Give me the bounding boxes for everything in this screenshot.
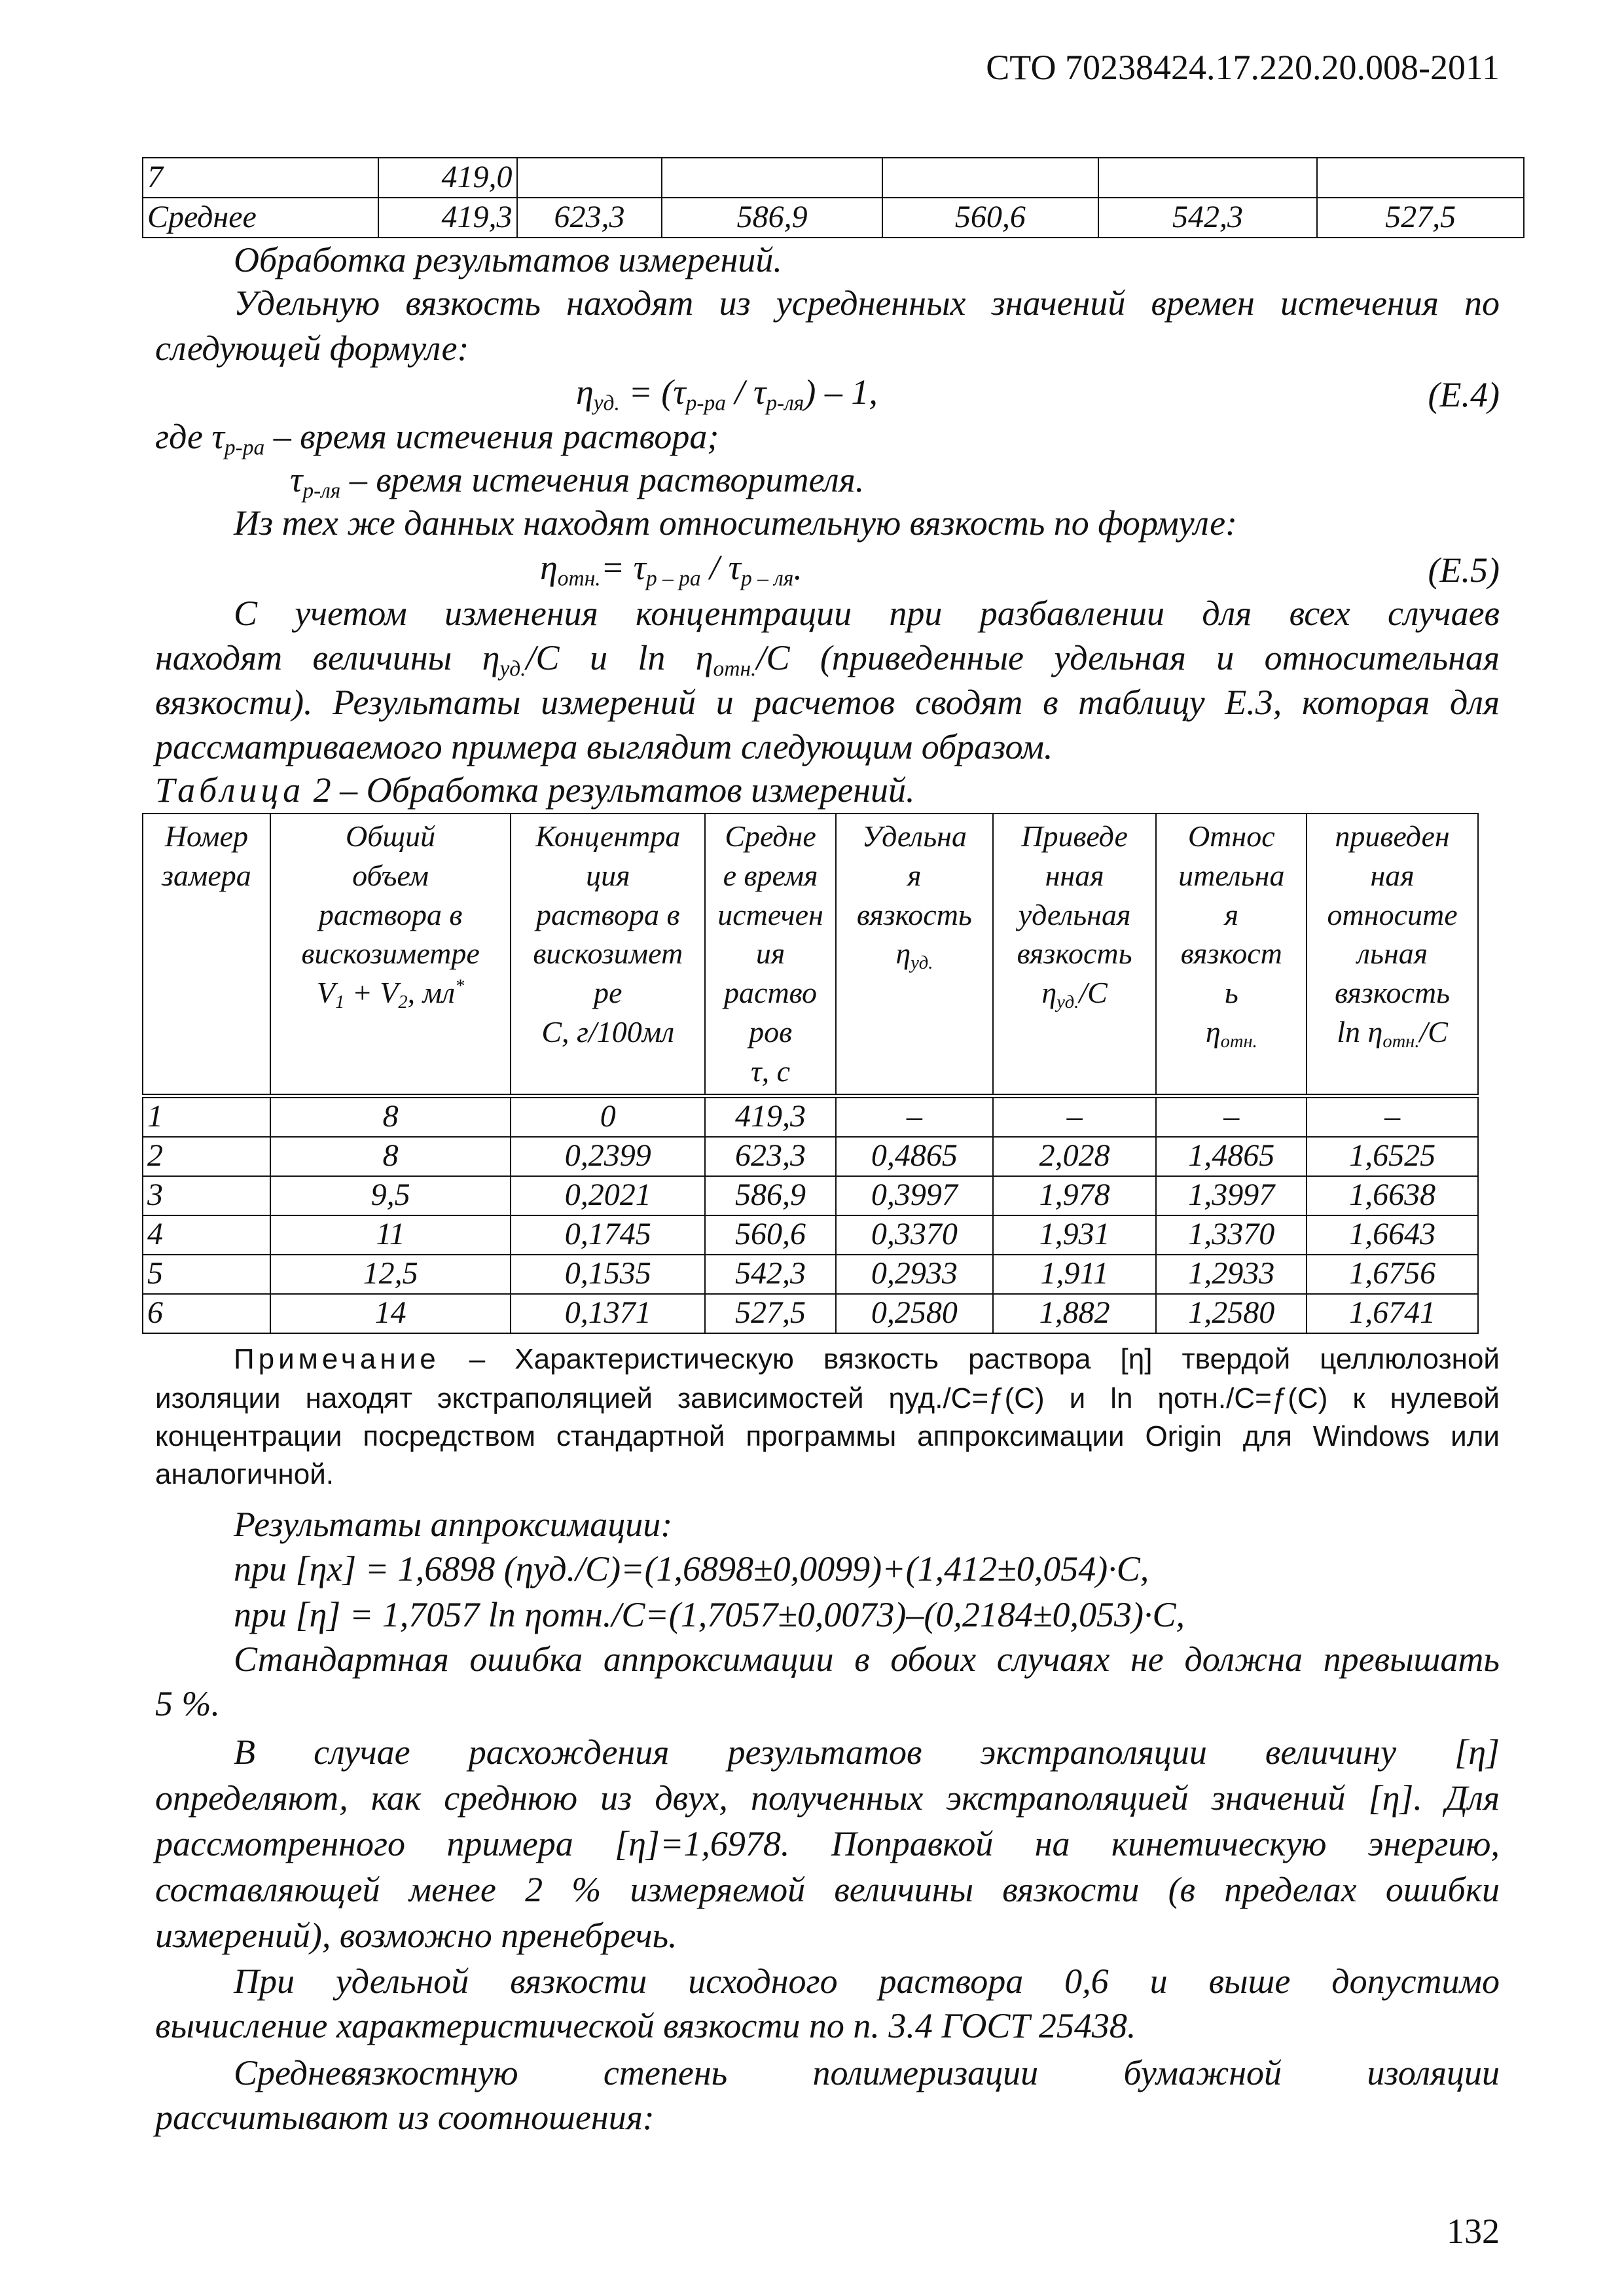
paragraph: вязкости). Результаты измерений и расчетов сводят в таблицу Е.3, которая для (155, 683, 1500, 722)
column-header: Относ ительна я вязкост ь $\eta_{отн.}$ (1156, 814, 1307, 1096)
legend-text: время истечения растворителя. (376, 460, 865, 499)
paragraph: вычисление характеристической вязкости по п. 3.4 ГОСТ 25438. (155, 2006, 1136, 2045)
paragraph: составляющей менее 2 % измеряемой величины вязкости (в пределах ошибки (155, 1870, 1500, 1909)
table-cell: 1,2580 (1156, 1294, 1307, 1333)
table-cell: 8 (270, 1137, 511, 1176)
paragraph: Стандартная ошибка аппроксимации в обоих случаях не должна превышать (234, 1640, 1500, 1679)
table-cell: 2 (143, 1137, 270, 1176)
results-table (142, 813, 1479, 1334)
table-cell: 0,4865 (836, 1137, 993, 1176)
table-row (143, 1255, 1478, 1294)
table-cell: 11 (270, 1215, 511, 1255)
table-cell: 0,2580 (836, 1294, 993, 1333)
table-cell: 623,3 (705, 1137, 836, 1176)
table-cell: – (1307, 1096, 1478, 1137)
table-cell: – (836, 1096, 993, 1137)
table-cell: 527,5 (705, 1294, 836, 1333)
table-cell: 419,3 (378, 198, 517, 238)
table-cell: 0,1535 (511, 1255, 705, 1294)
column-header: Номер замера (143, 814, 270, 1096)
note-label: Примечание (234, 1343, 440, 1375)
paragraph: находят величины $\eta_{уд.}/C$ и $\ln \eta_{отн.}/C$ (приведенные удельная и относительная (155, 638, 1500, 681)
table-cell: 1,6643 (1307, 1215, 1478, 1255)
approx-result: при [η] = 1,7057 ln ηотн./C=(1,7057±0,0073)–(0,2184±0,053)·C, (234, 1595, 1185, 1634)
table-cell: 8 (270, 1096, 511, 1137)
table-cell: 0,1371 (511, 1294, 705, 1333)
page-number: 132 (1447, 2212, 1500, 2251)
table-cell: 1,978 (993, 1176, 1157, 1215)
table-cell: 4 (143, 1215, 270, 1255)
table-cell: 1,4865 (1156, 1137, 1307, 1176)
paragraph: определяют, как среднюю из двух, полученных экстраполяцией значений [η]. Для (155, 1778, 1500, 1818)
paragraph: следующей формуле: (155, 329, 469, 368)
table-cell (882, 158, 1098, 198)
table-cell: Среднее (143, 198, 378, 238)
processing-heading: Обработка результатов измерений. (234, 240, 782, 279)
table-header-row (143, 814, 1478, 1096)
note-text: концентрации посредством стандартной программы аппроксимации Origin для Windows или (155, 1420, 1500, 1452)
table-row (143, 1215, 1478, 1255)
table-cell: 0,2933 (836, 1255, 993, 1294)
table-cell: 3 (143, 1176, 270, 1215)
table-cell: 1,3370 (1156, 1215, 1307, 1255)
table-cell: 7 (143, 158, 378, 198)
measurements-table-continuation (142, 157, 1525, 238)
formula-e5: $\eta_{отн.}= \tau_{р - ра} / \tau_{р - ля}$. (540, 548, 803, 591)
paragraph: измерений), возможно пренебречь. (155, 1916, 677, 1955)
paragraph: рассматриваемого примера выглядит следующим образом. (155, 727, 1053, 766)
paragraph: С учетом изменения концентрации при разбавлении для всех случаев (234, 594, 1500, 633)
table-cell: 623,3 (517, 198, 662, 238)
table-cell: 0,3997 (836, 1176, 993, 1215)
paragraph: При удельной вязкости исходного раствора 0,6 и выше допустимо (234, 1962, 1500, 2001)
table-cell: 586,9 (705, 1176, 836, 1215)
table-cell (517, 158, 662, 198)
paragraph: Из тех же данных находят относительную вязкость по формуле: (234, 503, 1238, 543)
table-cell: 560,6 (882, 198, 1098, 238)
column-header: Удельна я вязкость $\eta_{уд.}$ (836, 814, 993, 1096)
paragraph: рассмотренного примера [η]=1,6978. Поправкой на кинетическую энергию, (155, 1824, 1500, 1863)
table-cell: 1 (143, 1096, 270, 1137)
table-cell: 12,5 (270, 1255, 511, 1294)
table-cell: 9,5 (270, 1176, 511, 1215)
table-cell: 560,6 (705, 1215, 836, 1255)
table-cell: 419,0 (378, 158, 517, 198)
table-cell: 542,3 (1098, 198, 1318, 238)
paragraph: Средневязкостную степень полимеризации бумажной изоляции (234, 2053, 1500, 2092)
table-cell: 1,6638 (1307, 1176, 1478, 1215)
note-text: изоляции находят экстраполяцией зависимостей ηуд./C=ƒ(C) и ln ηотн./C=ƒ(C) к нулевой (155, 1382, 1500, 1414)
note (234, 1340, 1500, 1378)
table-cell: 0,3370 (836, 1215, 993, 1255)
table-cell: 1,931 (993, 1215, 1157, 1255)
paragraph: 5 %. (155, 1684, 220, 1723)
approx-result: при [ηx] = 1,6898 (ηуд./C)=(1,6898±0,0099)+(1,412±0,054)·C, (234, 1549, 1149, 1588)
table-cell (1098, 158, 1318, 198)
table-row (143, 1294, 1478, 1333)
table-cell (1317, 158, 1524, 198)
table-cell: 1,6525 (1307, 1137, 1478, 1176)
column-header: Концентра ция раствора в вискозимет ре C, г/100мл (511, 814, 705, 1096)
document-code: СТО 70238424.17.220.20.008-2011 (986, 48, 1500, 87)
table-row (143, 1176, 1478, 1215)
table-row (143, 1137, 1478, 1176)
table-cell: 14 (270, 1294, 511, 1333)
equation-number: (Е.5) (1428, 550, 1500, 590)
column-header: приведен ная относите льная вязкость $\ln \eta_{отн.}/C$ (1307, 814, 1478, 1096)
table-cell: 1,2933 (1156, 1255, 1307, 1294)
formula-legend: $\tau_{р-ля}$ – время истечения растворителя. (290, 460, 865, 503)
approx-heading: Результаты аппроксимации: (234, 1505, 673, 1544)
formula-legend: где $\tau_{р-ра}$ – время истечения раствора; (155, 417, 719, 460)
table-cell: 0,2021 (511, 1176, 705, 1215)
table-cell: 0,1745 (511, 1215, 705, 1255)
legend-text: время истечения раствора; (300, 417, 719, 456)
caption-title: 2 – Обработка результатов измерений. (313, 770, 915, 810)
paragraph: рассчитывают из соотношения: (155, 2098, 655, 2137)
table-cell: – (1156, 1096, 1307, 1137)
text-fragment: (приведенные удельная и относительная (820, 638, 1500, 677)
note-text: – Характеристическую вязкость раствора [η] твердой целлюлозной (469, 1343, 1500, 1375)
column-header: Приведе нная удельная вязкость $\eta_{уд.}/C$ (993, 814, 1157, 1096)
table-row (143, 158, 1524, 198)
table-cell: 586,9 (662, 198, 882, 238)
table-cell: 1,882 (993, 1294, 1157, 1333)
table-cell: 5 (143, 1255, 270, 1294)
table-caption (155, 772, 915, 808)
table-cell: 2,028 (993, 1137, 1157, 1176)
table-cell: 0,2399 (511, 1137, 705, 1176)
table-cell: – (993, 1096, 1157, 1137)
table-cell: 527,5 (1317, 198, 1524, 238)
paragraph: В случае расхождения результатов экстраполяции величину [η] (234, 1732, 1500, 1772)
table-cell: 1,3997 (1156, 1176, 1307, 1215)
table-cell (662, 158, 882, 198)
formula-e4: $\eta_{уд.} = (\tau_{р-ра} / \tau_{р-ля}) - 1$, (576, 372, 878, 416)
table-cell: 419,3 (705, 1096, 836, 1137)
table-cell: 6 (143, 1294, 270, 1333)
column-header: Общий объем раствора в вискозиметре $V_1 + V_2$, мл* (270, 814, 511, 1096)
table-row (143, 198, 1524, 238)
caption-label: Таблица (155, 770, 305, 810)
text-fragment: находят величины (155, 638, 452, 677)
table-cell: 542,3 (705, 1255, 836, 1294)
table-cell: 1,911 (993, 1255, 1157, 1294)
table-cell: 1,6756 (1307, 1255, 1478, 1294)
equation-number: (Е.4) (1428, 375, 1500, 414)
table-cell: 1,6741 (1307, 1294, 1478, 1333)
table-row (143, 1096, 1478, 1137)
table-cell: 0 (511, 1096, 705, 1137)
paragraph: Удельную вязкость находят из усредненных значений времен истечения по (234, 283, 1500, 323)
column-header: Средне е время истечен ия раство ров τ, с (705, 814, 836, 1096)
note-text: аналогичной. (155, 1458, 334, 1490)
